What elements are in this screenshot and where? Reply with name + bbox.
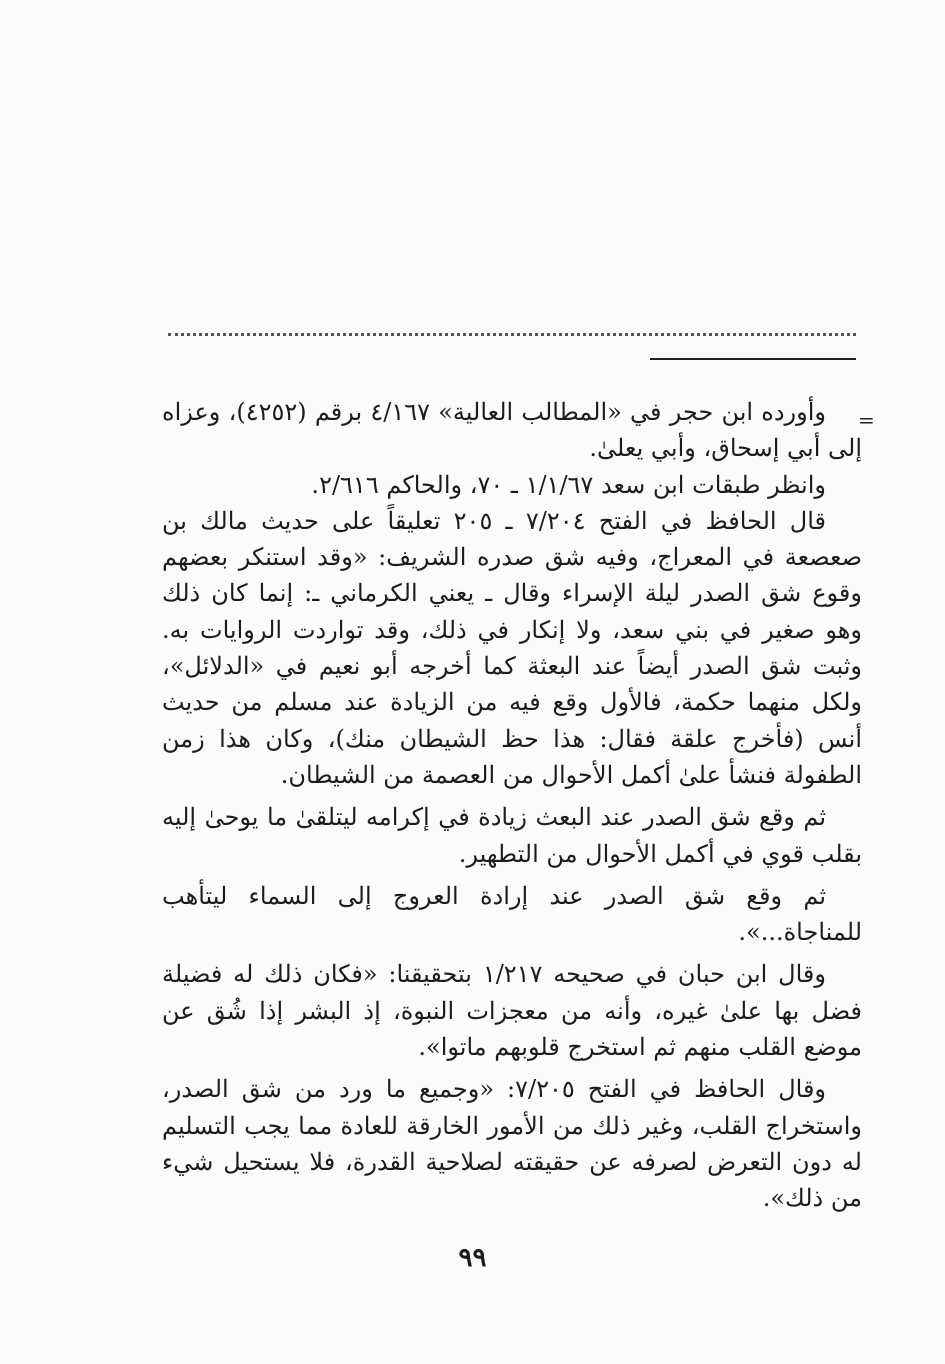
footnote-paragraph: قال الحافظ في الفتح ٧/٢٠٤ ـ ٢٠٥ تعليقاً على حديث مالك بن صعصعة في المعراج، وفيه شق صدره الشريف: «وقد استنكر بعضهم وقوع شق الصدر ليلة الإسراء وقال ـ يعني الكرماني ـ: إنما كان ذلك وهو صغير في بني سعد، ولا إنكار في ذلك، وقد تواردت الروايات به. وثبت شق الصدر أيضاً عند البعثة كما أخرجه أبو نعيم في «الدلائل»، ولكل منهما حكمة، فالأول وقع فيه من الزيادة عند مسلم من حديث أنس (فأخرج علقة فقال: هذا حظ الشيطان منك)، وكان هذا زمن الطفولة فنشأ علىٰ أكمل الأحوال من العصمة من الشيطان. [162, 506, 862, 789]
footnote-paragraph: وانظر طبقات ابن سعد ١/١/٦٧ ـ ٧٠، والحاكم ٢/٦١٦. [311, 470, 826, 499]
dotted-separator [168, 333, 856, 336]
footnote-paragraph: وقال الحافظ في الفتح ٧/٢٠٥: «وجميع ما ورد من شق الصدر، واستخراج القلب، وغير ذلك من الأمور الخارقة للعادة مما يجب التسليم له دون التعرض لصرفه عن حقيقته لصلاحية القدرة، فلا يستحيل شيء من ذلك». [162, 1075, 862, 1213]
page-number: ٩٩ [458, 1243, 487, 1273]
continuation-mark: = [858, 408, 875, 432]
footnote-text [162, 394, 862, 1217]
footnote-paragraph: وقال ابن حبان في صحيحه ١/٢١٧ بتحقيقنا: «فكان ذلك له فضيلة فضل بها علىٰ غيره، وأنه من معجزات النبوة، إذ البشر إذا شُق عن موضع القلب منهم ثم استخرج قلوبهم ماتوا». [162, 960, 862, 1062]
footnote-paragraph: ثم وقع شق الصدر عند إرادة العروج إلى السماء ليتأهب للمناجاة...». [162, 881, 862, 947]
footnote-rule [650, 358, 856, 360]
footnote-paragraph: وأورده ابن حجر في «المطالب العالية» ٤/١٦٧ برقم (٤٢٥٢)، وعزاه إلى أبي إسحاق، وأبي يعلىٰ. [162, 398, 862, 463]
footnote-paragraph: ثم وقع شق الصدر عند البعث زيادة في إكرامه ليتلقىٰ ما يوحىٰ إليه بقلب قوي في أكمل الأحوال من التطهير. [162, 803, 862, 868]
